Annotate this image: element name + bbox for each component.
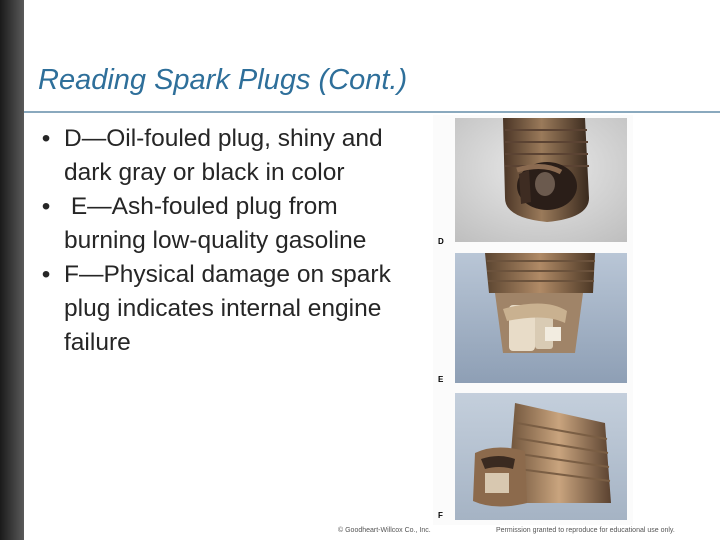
copyright-notice: © Goodheart-Willcox Co., Inc. xyxy=(338,527,431,534)
slide-title: Reading Spark Plugs (Cont.) xyxy=(38,64,408,96)
bullet-glyph: • xyxy=(41,193,51,220)
bullet-text-e: E—Ash-fouled plug from burning low-quality gasoline xyxy=(64,193,367,254)
spark-plug-photo-f xyxy=(455,393,627,520)
spark-plug-photo-e xyxy=(455,253,627,383)
bullet-item-e xyxy=(36,190,416,258)
bullet-text-d: D—Oil-fouled plug, shiny and dark gray or black in color xyxy=(64,125,383,186)
spark-plug-photo-d xyxy=(455,118,627,242)
bullet-glyph: • xyxy=(41,261,51,288)
bullet-text-f: F—Physical damage on spark plug indicates internal engine failure xyxy=(64,261,391,356)
figure-label-d: D xyxy=(438,237,444,246)
figure-label-e: E xyxy=(438,375,444,384)
title-underline xyxy=(24,111,720,113)
left-accent-bar xyxy=(0,0,24,540)
permission-notice: Permission granted to reproduce for educational use only. xyxy=(496,527,675,534)
bullet-item-f xyxy=(36,258,416,360)
bullet-glyph: • xyxy=(41,125,51,152)
figure-label-f: F xyxy=(438,511,443,520)
bullet-item-d xyxy=(36,122,416,190)
bullet-list xyxy=(36,122,416,360)
